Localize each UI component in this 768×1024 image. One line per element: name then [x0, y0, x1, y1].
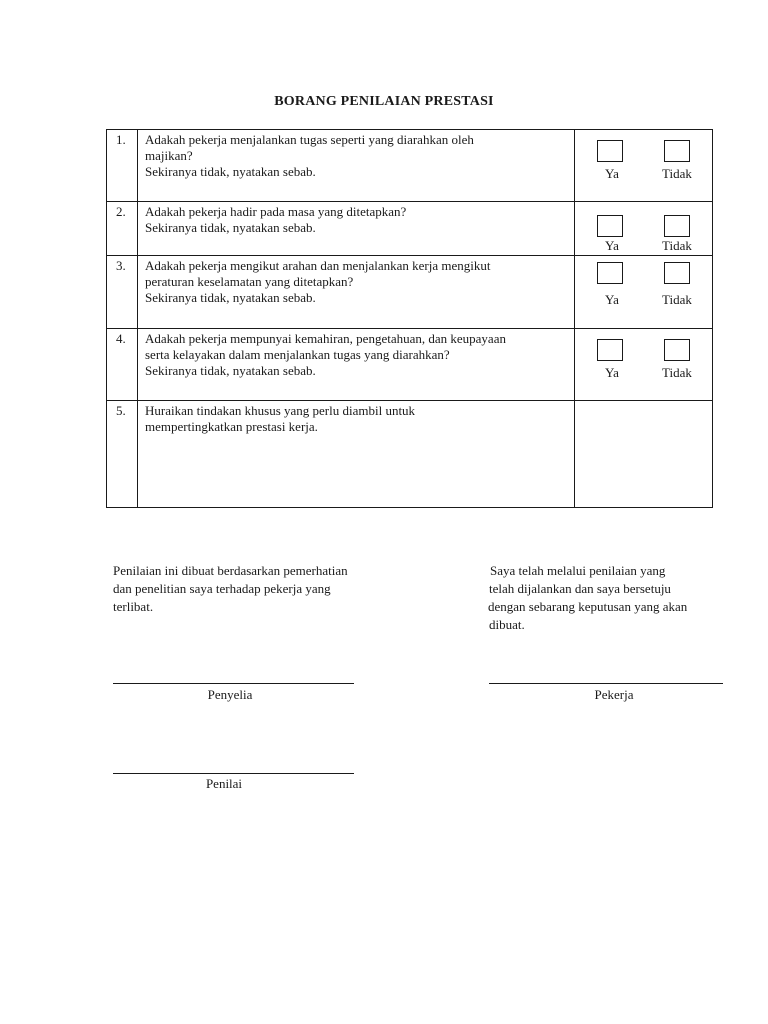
question-line: Adakah pekerja menjalankan tugas seperti yang diarahkan oleh [145, 132, 474, 147]
statement-line: telah dijalankan dan saya bersetuju [489, 581, 671, 596]
question-text [138, 130, 575, 202]
yes-checkbox[interactable] [597, 339, 623, 361]
answer-cell [575, 130, 713, 202]
employee-signature-label: Pekerja [594, 687, 634, 702]
question-row-3 [107, 256, 713, 329]
no-checkbox[interactable] [664, 215, 690, 237]
no-checkbox[interactable] [664, 140, 690, 162]
no-checkbox[interactable] [664, 262, 690, 284]
statement-line: Penilaian ini dibuat berdasarkan pemerhatian [113, 563, 348, 578]
supervisor-signature-line[interactable] [113, 683, 354, 684]
answer-cell[interactable] [575, 401, 713, 508]
assessment-table [106, 129, 713, 508]
statement-line: dibuat. [489, 617, 525, 632]
no-label: Tidak [662, 166, 692, 181]
yes-label: Ya [605, 166, 619, 181]
question-text [138, 256, 575, 329]
question-line: peraturan keselamatan yang ditetapkan? [145, 274, 354, 289]
supervisor-statement [113, 562, 348, 616]
question-line: Sekiranya tidak, nyatakan sebab. [145, 220, 316, 235]
no-label: Tidak [662, 365, 692, 380]
question-line: Sekiranya tidak, nyatakan sebab. [145, 290, 316, 305]
no-label: Tidak [662, 292, 692, 307]
question-line: Adakah pekerja mempunyai kemahiran, pengetahuan, dan keupayaan [145, 331, 506, 346]
question-row-1 [107, 130, 713, 202]
question-row-2 [107, 202, 713, 256]
question-line: majikan? [145, 148, 193, 163]
question-line: serta kelayakan dalam menjalankan tugas yang diarahkan? [145, 347, 450, 362]
answer-cell [575, 256, 713, 329]
answer-cell [575, 202, 713, 256]
question-line: mempertingkatkan prestasi kerja. [145, 419, 318, 434]
no-label: Tidak [662, 238, 692, 253]
supervisor-signature-label: Penyelia [207, 687, 253, 702]
assessor-signature-label: Penilai [205, 776, 243, 791]
yes-checkbox[interactable] [597, 262, 623, 284]
question-line: Sekiranya tidak, nyatakan sebab. [145, 363, 316, 378]
question-row-5 [107, 401, 713, 508]
yes-label: Ya [605, 238, 619, 253]
question-line: Sekiranya tidak, nyatakan sebab. [145, 164, 316, 179]
no-checkbox[interactable] [664, 339, 690, 361]
statement-line: Saya telah melalui penilaian yang [490, 563, 666, 578]
question-line: Huraikan tindakan khusus yang perlu diambil untuk [145, 403, 416, 418]
question-line: Adakah pekerja mengikut arahan dan menjalankan kerja mengikut [145, 258, 491, 273]
statement-line: terlibat. [113, 599, 154, 614]
answer-cell [575, 329, 713, 401]
question-text [138, 202, 575, 256]
statement-line: dan penelitian saya terhadap pekerja yang [113, 581, 331, 596]
yes-label: Ya [605, 365, 619, 380]
question-number: 4. [107, 329, 138, 401]
question-text [138, 401, 575, 508]
question-number: 5. [107, 401, 138, 508]
form-title: BORANG PENILAIAN PRESTASI [274, 94, 494, 109]
yes-label: Ya [605, 292, 619, 307]
question-number: 3. [107, 256, 138, 329]
employee-signature-line[interactable] [489, 683, 723, 684]
assessor-signature-line[interactable] [113, 773, 354, 774]
yes-checkbox[interactable] [597, 140, 623, 162]
yes-checkbox[interactable] [597, 215, 623, 237]
question-number: 2. [107, 202, 138, 256]
question-number: 1. [107, 130, 138, 202]
employee-statement [488, 562, 687, 634]
question-text [138, 329, 575, 401]
statement-line: dengan sebarang keputusan yang akan [488, 599, 688, 614]
question-row-4 [107, 329, 713, 401]
question-line: Adakah pekerja hadir pada masa yang ditetapkan? [145, 204, 407, 219]
